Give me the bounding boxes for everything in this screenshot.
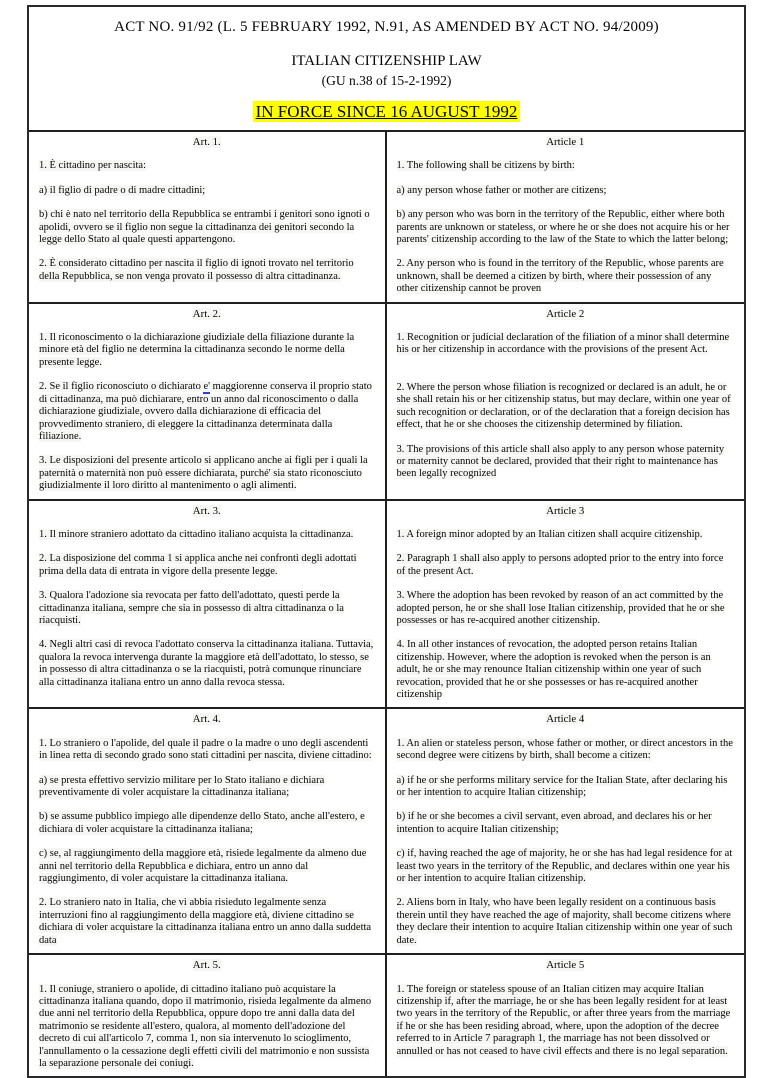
article-5-italian-cell	[29, 955, 387, 1076]
paragraph-text: a) se presta effettivo servizio militare per lo Stato italiano e dichiara preventivamente di voler acquistare la cittadinanza italiana;	[39, 774, 325, 799]
paragraph	[397, 160, 735, 172]
paragraph-text: 2. Any person who is found in the territory of the Republic, whose parents are unknown, shall be deemed a citizen by birth, where their possession of any other citizenship cannot be proven	[396, 258, 724, 295]
paragraph-text: 4. In all other instances of revocation, the adopted person retains Italian citizenship. However, where the adoption is revoked when the person is an adult, he or she may renounce Italian citizenship within one year of such revocation, provided that he or she possesses or has re-acquired another citizenship	[396, 639, 711, 700]
paragraph-text: 2. Aliens born in Italy, who have been legally resident on a continuous basis therein until they have reached the age of majority, shall become citizens where they declare their intention to acquire Italian citizenship within one year of such date.	[396, 897, 733, 946]
article-3-it-heading	[39, 505, 375, 517]
document-header	[29, 7, 744, 130]
in-force-notice	[29, 102, 744, 122]
paragraph	[397, 444, 735, 481]
paragraph	[39, 897, 375, 947]
heading-text: Article 3	[546, 504, 585, 517]
act-title-line: ACT NO. 91/92 (L. 5 FEBRUARY 1992, N.91, AS AMENDED BY ACT NO. 94/2009)	[114, 19, 659, 35]
paragraph-text: 3. Where the adoption has been revoked by reason of an act committed by the adopted person, he or she shall lose Italian citizenship, provided that he or she possesses or has re-acquired another citizenship.	[396, 590, 725, 626]
article-3-english-cell	[387, 501, 745, 708]
paragraph	[397, 209, 735, 246]
article-3-row	[29, 499, 744, 708]
paragraph-text: 1. The following shall be citizens by birth:	[396, 160, 575, 172]
paragraph-text: 3. The provisions of this article shall also apply to any person whose paternity or maternity cannot be declared, provided that their right to maintenance has been legally recognized	[396, 443, 725, 480]
paragraph	[39, 160, 375, 172]
heading-text: Art. 5.	[192, 959, 221, 972]
paragraph-text: 1. Recognition or judicial declaration of the filiation of a minor shall determine his or her citizenship in accordance with the provisions of the present Act.	[396, 332, 730, 356]
paragraph	[39, 639, 375, 689]
article-2-it-heading	[39, 308, 375, 320]
paragraph	[397, 590, 735, 627]
article-2-italian-cell	[29, 304, 387, 499]
article-4-it-heading	[39, 713, 375, 725]
paragraph	[397, 639, 735, 701]
paragraph-text: 2. È considerato cittadino per nascita il figlio di ignoti trovato nel territorio della Repubblica, se non venga provato il possesso di altra cittadinanza.	[39, 258, 354, 282]
paragraph-text: 2. Where the person whose filiation is recognized or declared is an adult, he or she shall retain his or her citizenship status, but may declare, within one year of such recognition or declaration, or of the declaration that a foreign decision has effect, that he or she chooses the citizenship determined by filiation.	[396, 381, 731, 431]
paragraph-text: c) se, al raggiungimento della maggiore età, risiede legalmente da almeno due anni nel territorio della Repubblica e dichiara, entro un anno dal raggiungimento, di voler acquistare la cittadinanza italiana.	[39, 848, 367, 885]
paragraph-text: 1. Il coniuge, straniero o apolide, di cittadino italiano può acquistare la cittadinanza italiana quando, dopo il matrimonio, risieda legalmente da almeno due anni nel territorio della Repubblica, oppure dopo tre anni dalla data del matrimonio se residente all'estero, qualora, al momento dell'adozione del decreto di cui all'articolo 7, comma 1, non sia intervenuto lo scioglimento, l'annullamento o la cessazione degli effetti civili del matrimonio e non sussista la separazione personale dei coniugi.	[39, 983, 372, 1069]
article-2-row	[29, 302, 744, 499]
paragraph-text: maggiorenne conserva il proprio stato di cittadinanza, ma può dichiarare, entro un anno dal riconoscimento o dalla dichiarazione giudiziale, ovvero dalla dichiarazione di efficacia del provvedimento straniero, di eleggere la cittadinanza determinata dalla filiazione.	[39, 381, 372, 442]
paragraph	[397, 258, 735, 295]
article-1-row	[29, 130, 744, 302]
article-1-italian-cell	[29, 132, 387, 302]
article-5-row	[29, 953, 744, 1076]
paragraph-text: b) se assume pubblico impiego alle dipendenze dello Stato, anche all'estero, e dichiara di voler acquistare la cittadinanza italiana;	[39, 811, 365, 835]
paragraph-text: b) chi è nato nel territorio della Repubblica se entrambi i genitori sono ignoti o apolidi, ovvero se il figlio non segue la cittadinanza dei genitori secondo la legge dello Stato al quale questi appartengono.	[39, 209, 370, 246]
heading-text: Article 4	[546, 713, 585, 726]
paragraph	[397, 775, 735, 800]
paragraph-text: 2. Paragraph 1 shall also apply to persons adopted prior to the entry into force of the present Act.	[396, 553, 724, 577]
paragraph	[397, 382, 735, 432]
paragraph-text: 3. Qualora l'adozione sia revocata per fatto dell'adottato, questi perde la cittadinanza italiana, sempre che sia in possesso di altra cittadinanza o la riacquisti.	[39, 590, 344, 626]
paragraph	[39, 775, 375, 800]
article-4-row	[29, 707, 744, 953]
paragraph-text: 4. Negli altri casi di revoca l'adottato conserva la cittadinanza italiana. Tuttavia, qualora la revoca intervenga durante la maggiore età dell'adottato, lo stesso, se in possesso di altra cittadinanza o se la riacquisti, potrà comunque rinunciare alla cittadinanza italiana entro un anno dalla revoca stessa.	[39, 639, 374, 688]
marked-character: e'	[203, 381, 211, 393]
article-4-italian-cell	[29, 709, 387, 953]
article-4-english-cell	[387, 709, 745, 953]
paragraph	[39, 332, 375, 369]
paragraph-text: a) if he or she performs military service for the Italian State, after declaring his or her intention to acquire Italian citizenship;	[396, 774, 728, 799]
heading-text: Article 5	[546, 959, 585, 972]
paragraph-text: 1. È cittadino per nascita:	[39, 160, 147, 172]
paragraph	[39, 848, 375, 885]
paragraph	[39, 984, 375, 1071]
heading-text: Article 1	[546, 136, 585, 148]
paragraph-text: 1. A foreign minor adopted by an Italian citizen shall acquire citizenship.	[396, 528, 703, 540]
paragraph	[397, 185, 735, 197]
paragraph	[39, 258, 375, 283]
article-5-english-cell	[387, 955, 745, 1076]
paragraph-text: a) any person whose father or mother are citizens;	[396, 184, 607, 196]
paragraph-text: b) if he or she becomes a civil servant, even abroad, and declares his or her intention to acquire Italian citizenship;	[396, 811, 712, 835]
paragraph-text: 2. Lo straniero nato in Italia, che vi abbia risieduto legalmente senza interruzioni fino al raggiungimento della maggiore età, diviene cittadino se dichiara di voler acquistare la cittadinanza italiana entro un anno dalla suddetta data	[39, 897, 372, 946]
paragraph-text: 2. Se il figlio riconosciuto o dichiarato	[39, 381, 204, 393]
gazette-reference: (GU n.38 of 15-2-1992)	[321, 73, 452, 88]
paragraph-text: 1. An alien or stateless person, whose father or mother, or direct ancestors in the second degree were citizens by birth, shall become a citizen:	[396, 737, 733, 762]
paragraph	[397, 897, 735, 947]
paragraph-text: 1. Il minore straniero adottato da cittadino italiano acquista la cittadinanza.	[39, 528, 354, 540]
heading-text: Art. 4.	[192, 713, 221, 726]
paragraph-text: 1. Il riconoscimento o la dichiarazione giudiziale della filiazione durante la minore età del figlio ne determina la cittadinanza secondo le norme della presente legge.	[39, 332, 355, 368]
paragraph	[397, 811, 735, 836]
paragraph	[397, 529, 735, 541]
heading-text: Art. 1.	[192, 136, 221, 148]
heading-text: Art. 3.	[192, 504, 221, 517]
article-3-italian-cell	[29, 501, 387, 708]
heading-text: Art. 2.	[192, 307, 221, 320]
paragraph-text: b) any person who was born in the territory of the Republic, either where both parents are unknown or stateless, or where he or she does not acquire his or her parents' citizenship according to the law of the State to which the latter belong;	[396, 209, 730, 246]
article-3-en-heading	[397, 505, 735, 517]
paragraph-text: 3. Le disposizioni del presente articolo si applicano anche ai figli per i quali la paternità o maternità non può essere dichiarata, purché' sia stato riconosciuto giudizialmente il loro diritto al mantenimento o agli alimenti.	[39, 455, 368, 492]
article-1-english-cell	[387, 132, 745, 302]
law-title: ITALIAN CITIZENSHIP LAW	[291, 53, 482, 69]
paragraph	[397, 984, 735, 1058]
paragraph	[39, 185, 375, 197]
paragraph	[39, 381, 375, 443]
paragraph	[397, 738, 735, 763]
paragraph-text: 1. The foreign or stateless spouse of an Italian citizen may acquire Italian citizenship if, after the marriage, he or she has been legally resident for at least two years in the territory of the Republic, or after three years from the marriage if he or she has been residing abroad, where, upon the adoption of the decree referred to in Article 7 paragraph 1, the marriage has not been dissolved or annulled or has not ceased to have civil effects and there is no legal separation.	[396, 983, 731, 1057]
article-1-en-heading	[397, 136, 735, 148]
article-5-en-heading	[397, 959, 735, 971]
article-5-it-heading	[39, 959, 375, 971]
article-2-english-cell	[387, 304, 745, 499]
paragraph	[39, 590, 375, 627]
heading-text: Article 2	[546, 307, 585, 320]
paragraph	[39, 209, 375, 246]
in-force-highlight: IN FORCE SINCE 16 AUGUST 1992	[253, 101, 521, 122]
paragraph	[397, 848, 735, 885]
paragraph	[397, 332, 735, 357]
paragraph	[39, 455, 375, 492]
article-2-en-heading	[397, 308, 735, 320]
paragraph-text: c) if, having reached the age of majority, he or she has had legal residence for at least two years in the territory of the Republic, and declares within one year his or her intention to acquire Italian citizenship.	[396, 848, 733, 885]
paragraph	[39, 811, 375, 836]
paragraph	[39, 738, 375, 763]
paragraph	[39, 553, 375, 578]
document-frame	[27, 5, 746, 1078]
paragraph-text: 1. Lo straniero o l'apolide, del quale il padre o la madre o uno degli ascendenti in linea retta di secondo grado sono stati cittadini per nascita, diviene cittadino:	[39, 737, 372, 762]
paragraph-text: a) il figlio di padre o di madre cittadini;	[39, 184, 206, 196]
article-1-it-heading	[39, 136, 375, 148]
paragraph	[397, 553, 735, 578]
article-4-en-heading	[397, 713, 735, 725]
paragraph	[39, 529, 375, 541]
paragraph-text: 2. La disposizione del comma 1 si applica anche nei confronti degli adottati prima della data di entrata in vigore della presente legge.	[39, 553, 357, 577]
